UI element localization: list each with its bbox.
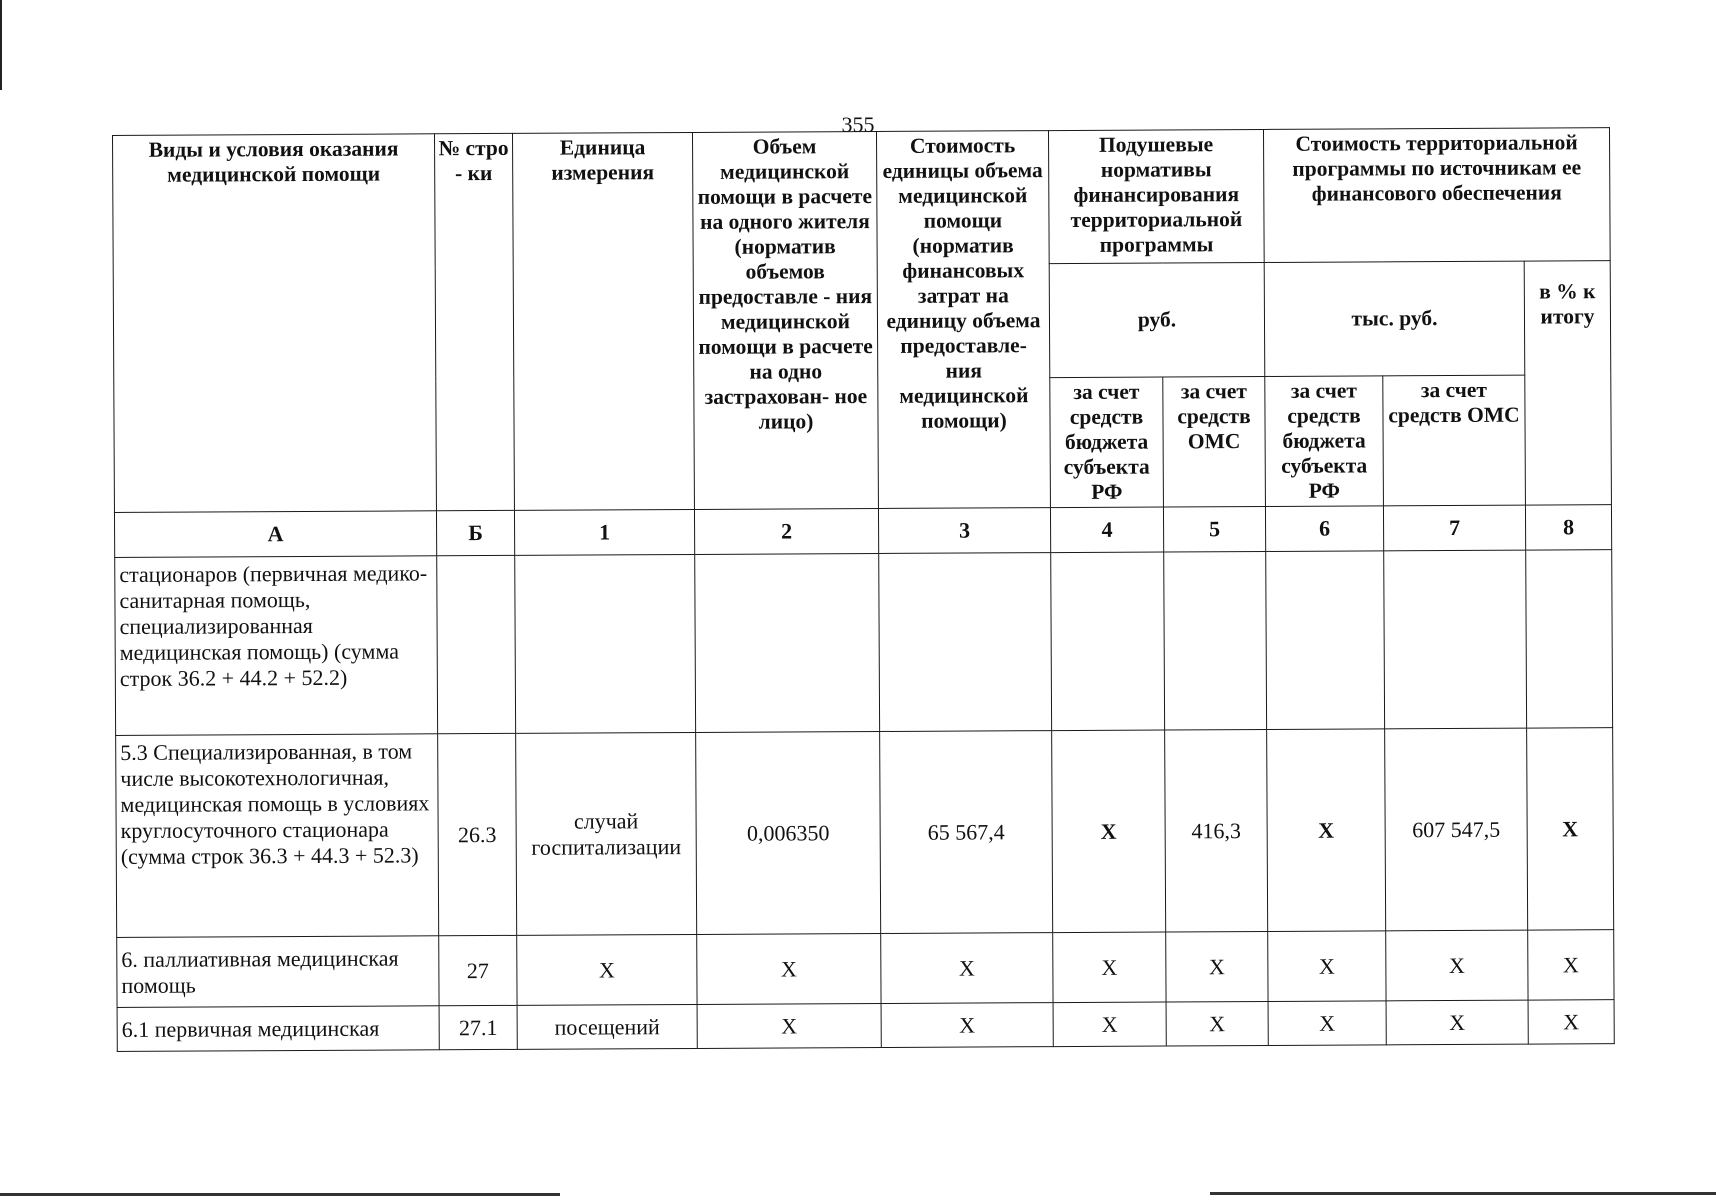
- row-number: 26.3: [438, 733, 517, 935]
- table-row: [117, 1000, 1614, 1052]
- row-budget-thousand: Х: [1267, 729, 1386, 932]
- row-budget-thousand: Х: [1268, 931, 1386, 1002]
- row-budget-rub: Х: [1052, 730, 1166, 933]
- scan-edge-bottom-left: [0, 1193, 560, 1196]
- header-oms-rub: за счет средств ОМС: [1163, 376, 1266, 507]
- row-unit-cost: Х: [881, 1003, 1053, 1048]
- row-name: 5.3 Специализированная, в том числе высокотехнологичная, медицинская помощь в условиях круглосуточного стационара (сумма строк 36.3 + 44.3 + 52.3): [116, 734, 439, 938]
- header-budget-rub: за счет средств бюджета субъекта РФ: [1050, 377, 1164, 508]
- index-cell: 1: [514, 509, 694, 555]
- row-name: стационаров (первичная медико-санитарная помощь, специализированная медицинская помощь) (сумма строк 36.2 + 44.2 + 52.2): [115, 556, 438, 736]
- row-budget-thousand: Х: [1268, 1001, 1386, 1046]
- row-oms-rub: 416,3: [1165, 729, 1268, 932]
- row-cell: [879, 553, 1052, 732]
- header-percent-total: в % к итогу: [1524, 261, 1611, 505]
- row-cell: [1164, 551, 1267, 730]
- row-volume: 0,006350: [696, 731, 881, 934]
- header-unit-thousand-rub: тыс. руб.: [1264, 261, 1525, 376]
- index-cell: 8: [1525, 505, 1611, 550]
- scan-edge-left: [0, 0, 2, 90]
- row-oms-thousand: Х: [1386, 1000, 1528, 1045]
- table-sheet: [112, 127, 1614, 1052]
- index-cell: 5: [1163, 506, 1265, 552]
- index-cell: А: [114, 511, 436, 558]
- column-index-row: [114, 505, 1611, 558]
- row-cell: [695, 553, 880, 732]
- scan-edge-bottom-right: [1210, 1192, 1716, 1195]
- row-cell: [1051, 552, 1165, 731]
- row-unit-cost: 65 567,4: [880, 731, 1053, 934]
- row-percent-total: Х: [1528, 930, 1614, 1000]
- row-budget-rub: Х: [1053, 932, 1166, 1003]
- row-number: 27.1: [439, 1005, 517, 1049]
- row-unit-cost: Х: [881, 933, 1053, 1004]
- row-number: 27: [439, 935, 517, 1005]
- table-row: [117, 930, 1614, 1008]
- row-percent-total: Х: [1528, 1000, 1614, 1044]
- row-cell: [437, 555, 516, 733]
- row-volume: Х: [697, 1003, 881, 1048]
- index-cell: 6: [1265, 506, 1383, 552]
- row-oms-rub: Х: [1166, 1001, 1268, 1046]
- row-oms-thousand: Х: [1386, 930, 1528, 1001]
- index-cell: 7: [1383, 505, 1525, 551]
- header-budget-thousand: за счет средств бюджета субъекта РФ: [1265, 376, 1384, 507]
- index-cell: 3: [878, 508, 1050, 554]
- header-oms-thousand: за счет средств ОМС: [1383, 375, 1526, 506]
- row-unit: Х: [517, 934, 697, 1005]
- financing-table: [112, 127, 1615, 1052]
- row-unit: случай госпитализации: [516, 732, 697, 935]
- row-cell: [1266, 551, 1385, 730]
- header-volume: Объем медицинской помощи в расчете на одного жителя (норматив объемов предоставле - ния медицинской помощи в расчете на одно застрахован- ное лицо): [692, 131, 878, 509]
- row-unit: посещений: [517, 1004, 697, 1049]
- row-cell: [1384, 550, 1527, 729]
- header-unit: Единица измерения: [512, 132, 694, 510]
- row-budget-rub: Х: [1053, 1002, 1166, 1047]
- row-volume: Х: [697, 933, 881, 1004]
- header-cost-group: Стоимость территориальной программы по источникам ее финансового обеспечения: [1263, 128, 1610, 263]
- table-row: [116, 728, 1614, 938]
- row-percent-total: Х: [1527, 728, 1614, 930]
- header-kind-of-care: Виды и условия оказания медицинской помощи: [113, 134, 437, 513]
- header-unit-rub: руб.: [1049, 262, 1265, 377]
- row-name: 6.1 первичная медицинская: [117, 1006, 439, 1052]
- index-cell: Б: [436, 510, 514, 555]
- index-cell: 2: [694, 508, 878, 554]
- row-cell: [1526, 550, 1613, 728]
- row-oms-rub: Х: [1166, 931, 1268, 1002]
- row-cell: [515, 554, 696, 733]
- index-cell: 4: [1050, 507, 1163, 553]
- row-name: 6. паллиативная медицинская помощь: [117, 936, 439, 1008]
- header-row-1: [113, 128, 1611, 269]
- row-oms-thousand: 607 547,5: [1385, 728, 1528, 931]
- header-row-number: № стро - ки: [434, 133, 514, 510]
- page-number: 355: [841, 112, 875, 137]
- table-row: [115, 550, 1613, 736]
- header-per-capita-group: Подушевые нормативы финансирования территориальной программы: [1048, 129, 1264, 263]
- header-unit-cost: Стоимость единицы объема медицинской помощи (норматив финансовых затрат на единицу объема предоставле- ния медицинской помощи): [876, 131, 1050, 509]
